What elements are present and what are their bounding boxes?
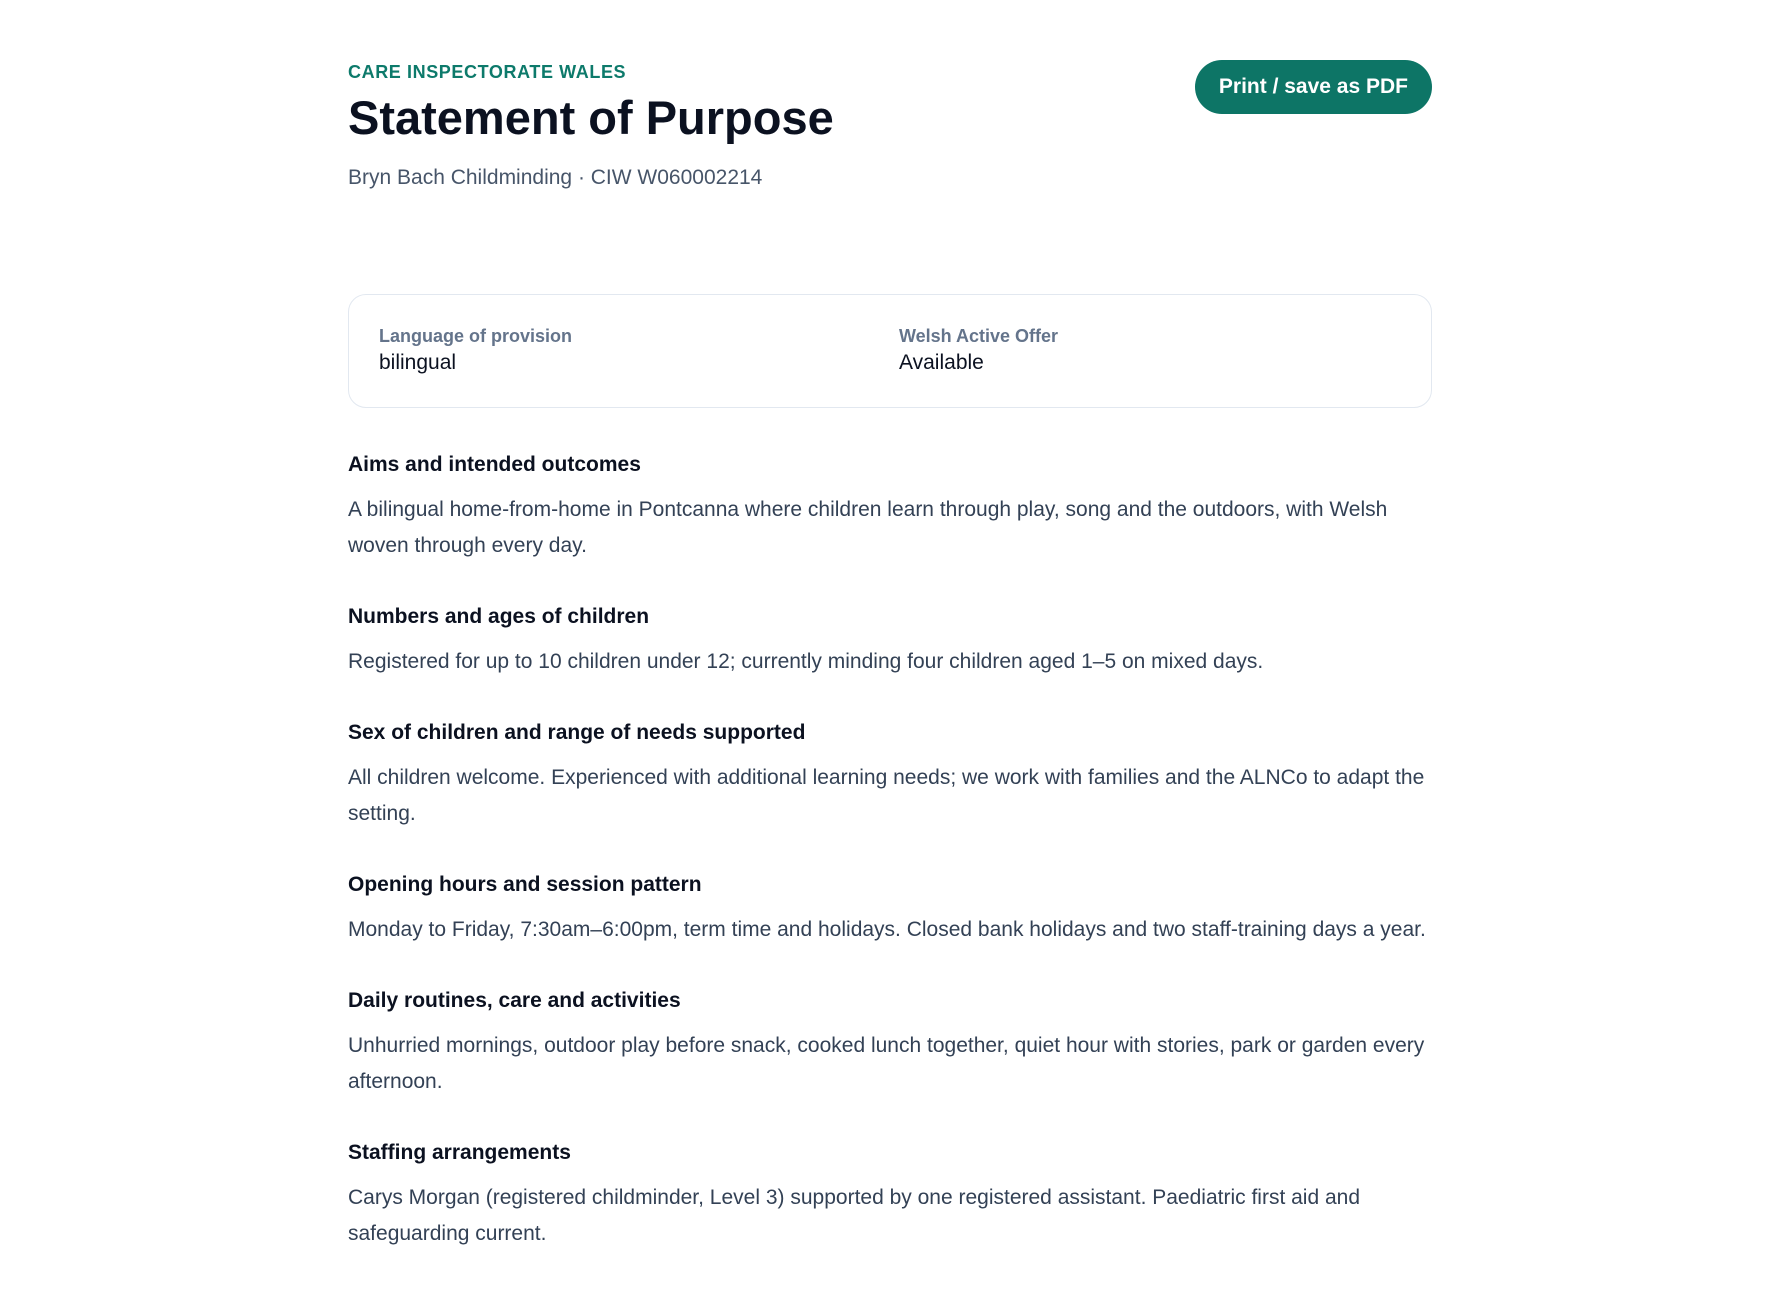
section-body: Unhurried mornings, outdoor play before snack, cooked lunch together, quiet hour with stories, park or garden every afternoon. xyxy=(348,1034,1425,1093)
language-value: bilingual xyxy=(379,351,457,374)
page-title: Statement of Purpose xyxy=(348,91,834,144)
section-body: Carys Morgan (registered childminder, Level 3) supported by one registered assistant. Paediatric first aid and safeguarding current. xyxy=(348,1186,1361,1245)
statement-page xyxy=(348,0,1432,1290)
section-heading: Opening hours and session pattern xyxy=(348,873,702,896)
offer-label: Welsh Active Offer xyxy=(899,326,1059,346)
page-subtitle: Bryn Bach Childminding · CIW W060002214 xyxy=(348,166,763,189)
section-heading: Sex of children and range of needs supported xyxy=(348,721,806,744)
section-daily-routines xyxy=(348,986,1432,1100)
section-heading: Staffing arrangements xyxy=(348,1141,571,1164)
section-aims xyxy=(348,450,1432,564)
offer-value: Available xyxy=(899,351,984,374)
provision-meta-card xyxy=(348,294,1432,408)
section-numbers-ages xyxy=(348,602,1432,680)
statement-sections xyxy=(348,450,1432,1252)
language-of-provision xyxy=(379,325,572,377)
organisation-label: CARE INSPECTORATE WALES xyxy=(348,62,627,82)
section-needs-supported xyxy=(348,718,1432,832)
section-heading: Daily routines, care and activities xyxy=(348,989,681,1012)
section-body: Registered for up to 10 children under 12; currently minding four children aged 1–5 on mixed days. xyxy=(348,650,1264,673)
welsh-active-offer xyxy=(899,325,1058,377)
section-body: All children welcome. Experienced with additional learning needs; we work with families and the ALNCo to adapt the setting. xyxy=(348,766,1425,825)
print-pdf-button[interactable]: Print / save as PDF xyxy=(1195,60,1432,114)
section-opening-hours xyxy=(348,870,1432,948)
section-heading: Aims and intended outcomes xyxy=(348,453,641,476)
section-body: A bilingual home-from-home in Pontcanna where children learn through play, song and the outdoors, with Welsh woven through every day. xyxy=(348,498,1388,557)
section-body: Monday to Friday, 7:30am–6:00pm, term time and holidays. Closed bank holidays and two staff-training days a year. xyxy=(348,918,1426,941)
language-label: Language of provision xyxy=(379,326,573,346)
page-header xyxy=(348,0,1432,234)
section-staffing xyxy=(348,1138,1432,1252)
section-heading: Numbers and ages of children xyxy=(348,605,650,628)
